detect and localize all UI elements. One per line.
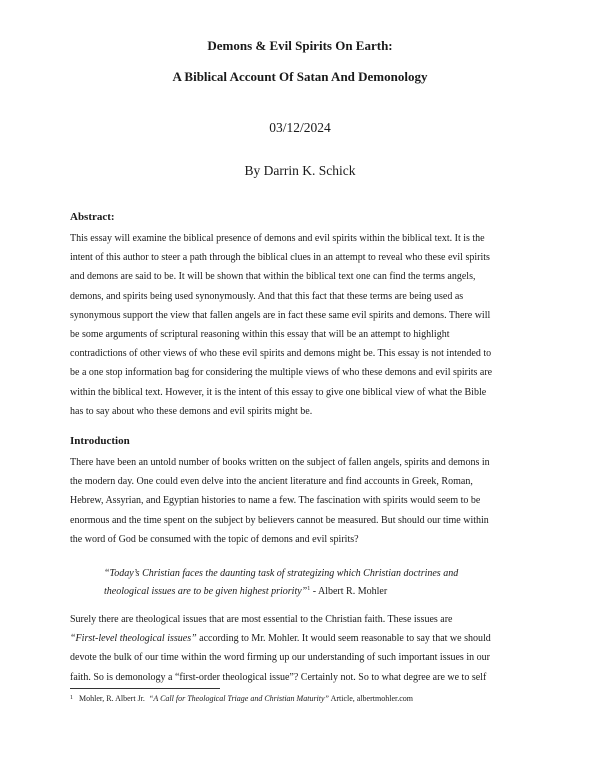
abstract-line: This essay will examine the biblical presence of demons and evil spirits within the biblical text. It is the xyxy=(70,233,485,244)
abstract-line: demons, and spirits being used synonymously. And that this fact that these terms are being used as xyxy=(70,290,464,302)
abstract-line: within the biblical text. However, it is the intent of this essay to give one biblical view of what the Bible xyxy=(70,386,487,398)
abstract-line: contradictions of other views of who these evil spirits and demons might be. This essay is not intended to xyxy=(70,348,492,360)
abstract-line: be some arguments of scriptural reasoning within this essay that will be an attempt to highlight xyxy=(70,329,450,341)
quote-attribution: - Albert R. Mohler xyxy=(310,585,388,597)
body-line: Surely there are theological issues that are most essential to the Christian faith. These issues are xyxy=(70,614,453,625)
quote-line-1: “Today’s Christian faces the daunting task of strategizing which Christian doctrines and xyxy=(104,568,459,579)
body-line: faith. So is demonology a “first-order theological issue”? Certainly not. So to what degree are we to self xyxy=(70,671,487,683)
quote-line-2: theological issues are to be given highest priority”$^1$ - Albert R. Mohler xyxy=(104,585,388,597)
introduction-paragraph xyxy=(70,453,532,549)
abstract-line: intent of this author to steer a path through the biblical clues in an attempt to reveal who these evil spirits xyxy=(70,252,490,264)
abstract-paragraph xyxy=(70,229,532,421)
footnote-ref[interactable]: 1 xyxy=(307,585,311,592)
footnote xyxy=(70,694,413,703)
block-quote xyxy=(104,566,524,599)
body-paragraph xyxy=(70,610,532,687)
body-line: devote the bulk of our time within the word firming up our understanding of such important issues in our xyxy=(70,652,490,664)
date: 03/12/2024 xyxy=(269,120,331,135)
introduction-line: the modern day. One could even delve into the ancient literature and find accounts in Greek, Roman, xyxy=(70,476,473,488)
introduction-heading: Introduction xyxy=(70,435,130,447)
abstract-heading: Abstract: xyxy=(70,211,115,223)
footnote-divider xyxy=(70,688,220,689)
author: By Darrin K. Schick xyxy=(244,163,356,178)
title-line-2: A Biblical Account Of Satan And Demonology xyxy=(172,69,428,84)
abstract-line: be a one stop information bag for considering the multiple views of who these demons and evil spirits are xyxy=(70,367,493,379)
body-line: “First-level theological issues” according to Mr. Mohler. It would seem reasonable to say that we should xyxy=(70,633,491,645)
introduction-line: Hebrew, Assyrian, and Egyptian histories to name a few. The fascination with spirits would seem to be xyxy=(70,495,481,507)
introduction-line: There have been an untold number of books written on the subject of fallen angels, spirits and demons in xyxy=(70,457,490,468)
footnote-number: 1 xyxy=(70,695,73,701)
footnote-suffix: Article, albertmohler.com xyxy=(329,694,413,703)
title-line-1: Demons & Evil Spirits On Earth: xyxy=(207,38,393,53)
abstract-line: has to say about who these demons and evil spirits might be. xyxy=(70,405,313,417)
introduction-line: enormous and the time spent on the subject by believers cannot be measured. But should our time within xyxy=(70,514,489,526)
abstract-line: synonymous support the view that fallen angels are in fact these same evil spirits and demons. There will xyxy=(70,309,491,321)
introduction-line: the word of God be consumed with the topic of demons and evil spirits? xyxy=(70,533,359,545)
footnote-author: Mohler, R. Albert Jr. xyxy=(79,694,145,703)
footnote-title: “A Call for Theological Triage and Christian Maturity” xyxy=(148,694,330,703)
abstract-line: and demons are said to be. It will be shown that within the biblical text one can find the terms angels, xyxy=(70,271,476,283)
